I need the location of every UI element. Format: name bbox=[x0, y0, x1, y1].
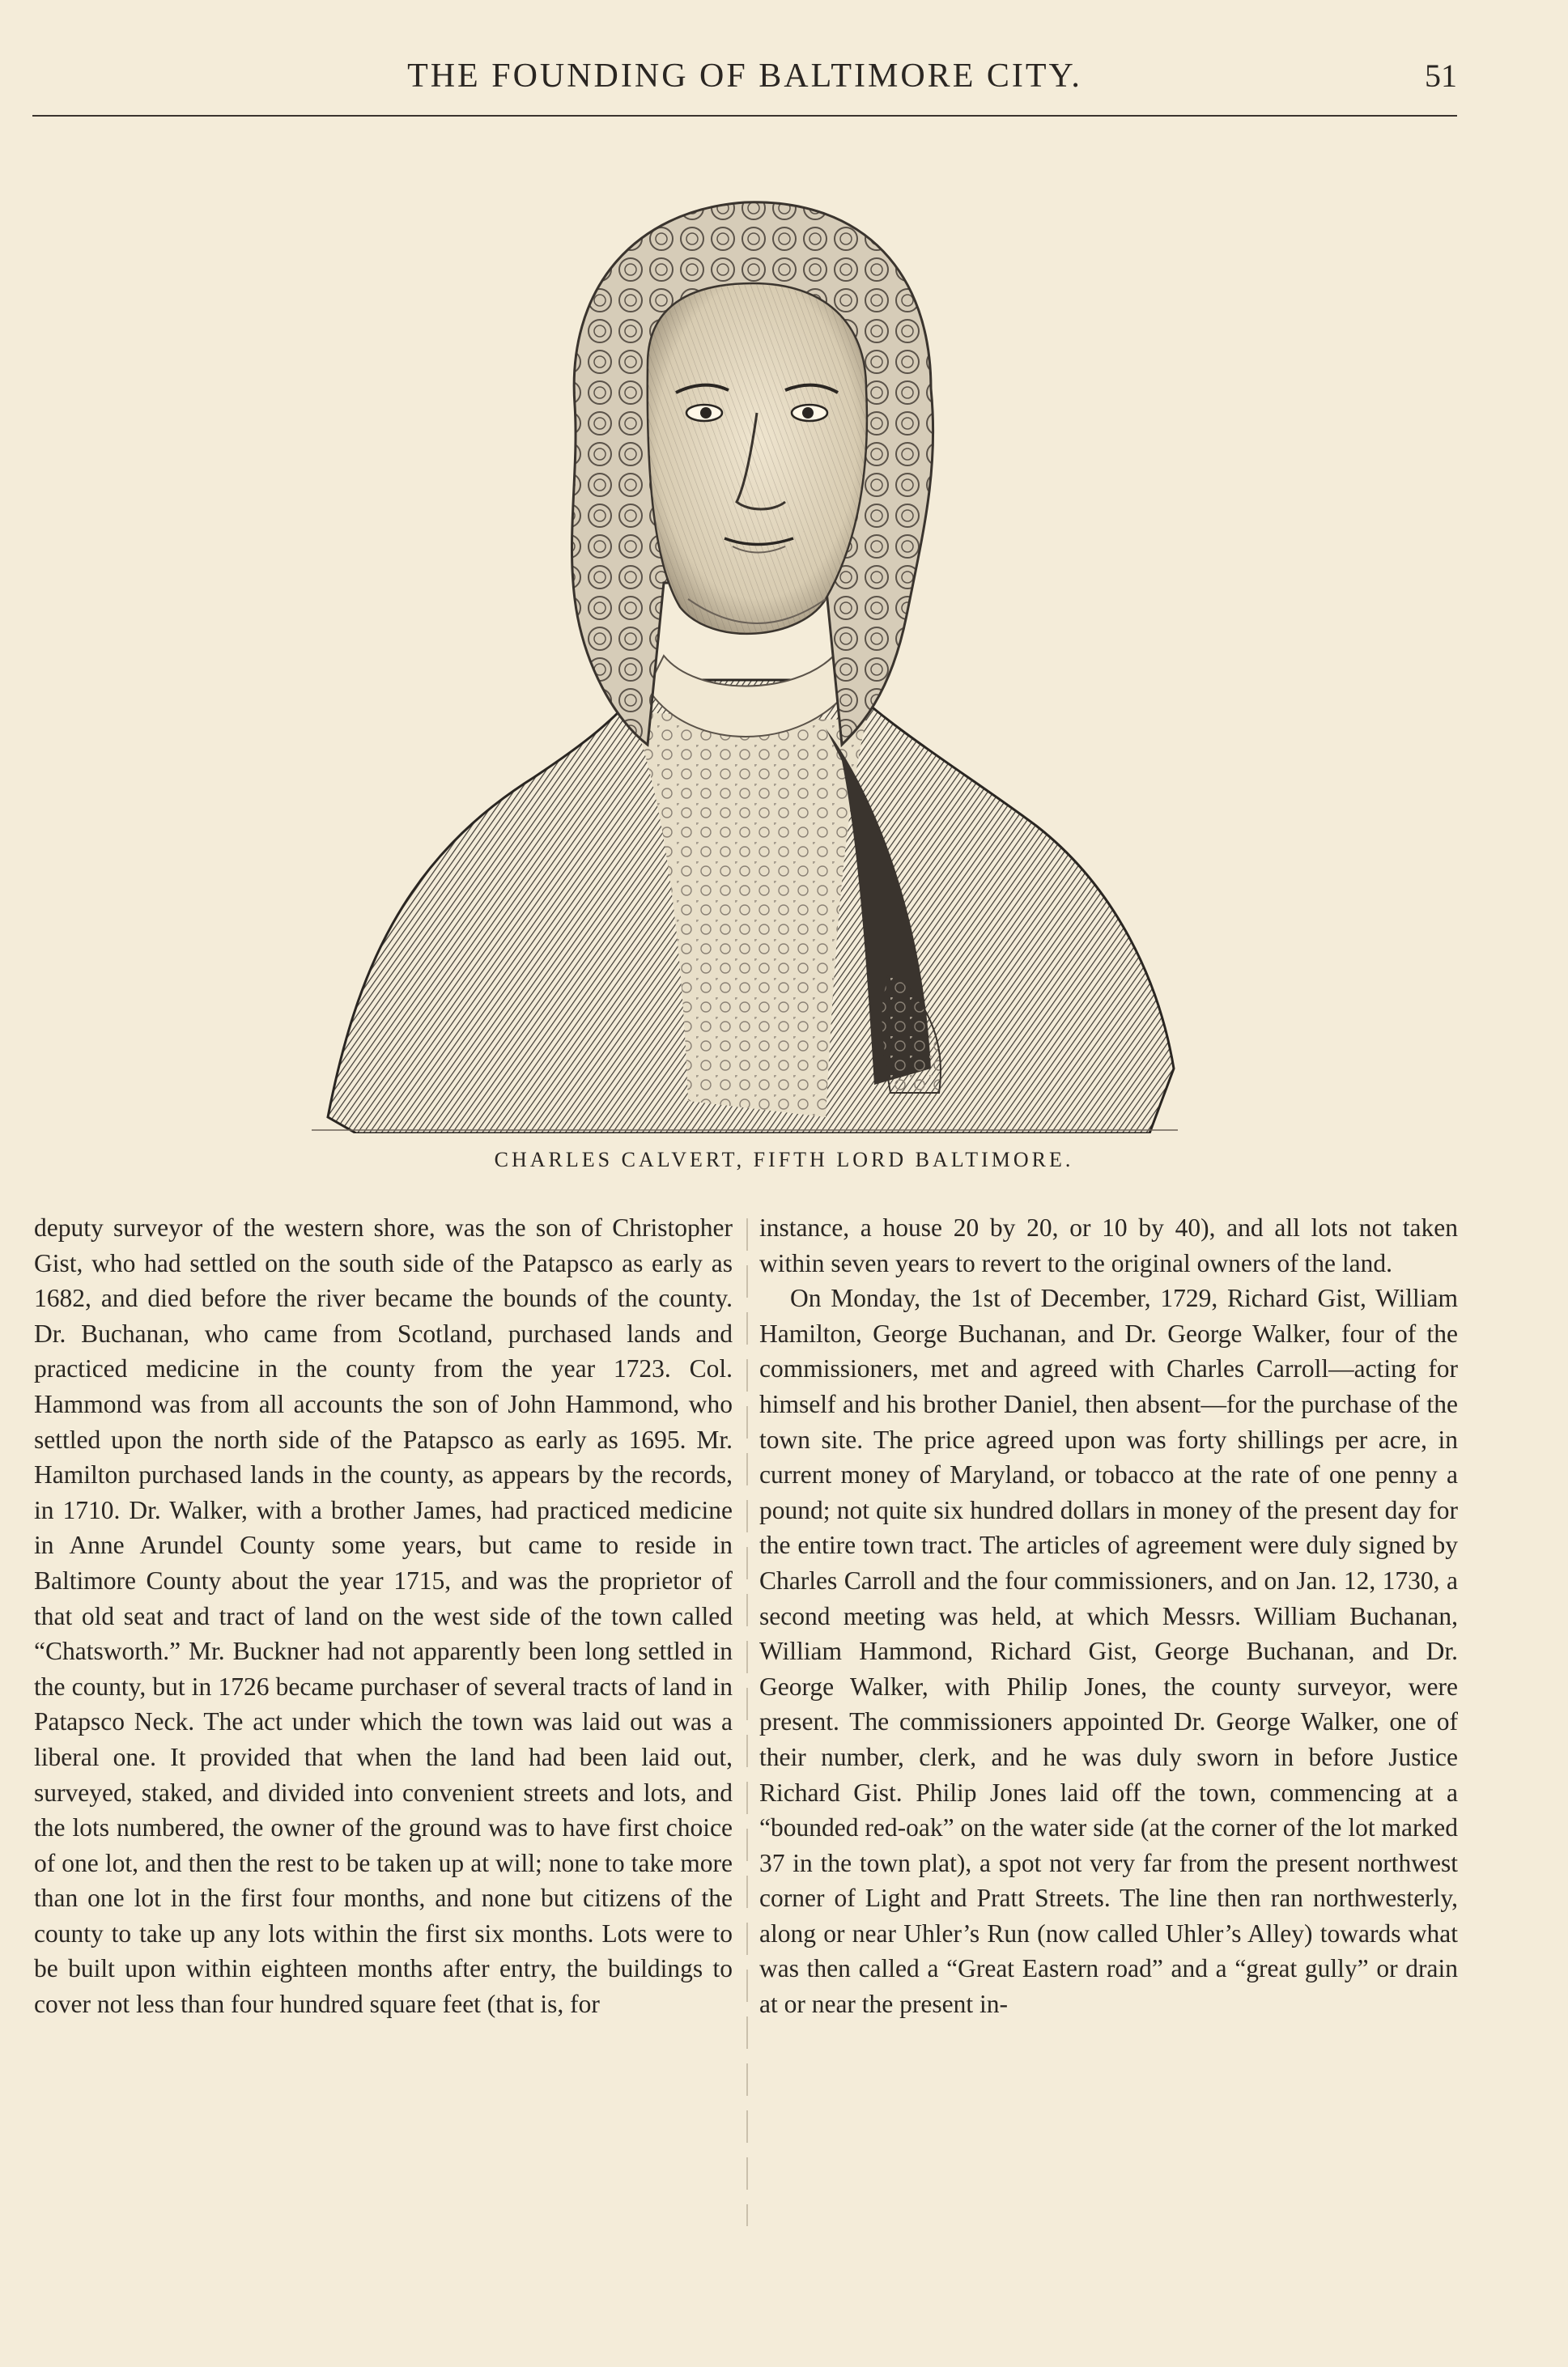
right-paragraph-2: On Monday, the 1st of December, 1729, Richard Gist, William Hamilton, George Buchanan, and Dr. George Walker, four of the commissioners, met and agreed with Charles Carroll—acting for himself and his brother Daniel, then absent—for the purchase of the town site. The price agreed upon was forty shillings per acre, in current money of Maryland, or tobacco at the rate of one penny a pound; not quite six hundred dollars in money of the present day for the entire town tract. The articles of agreement were duly signed by Charles Carroll and the four commissioners, and on Jan. 12, 1730, a second meeting was held, at which Messrs. William Buchanan, William Hammond, Richard Gist, George Buchanan, and Dr. George Walker, with Philip Jones, the county surveyor, were present. The commissioners appointed Dr. George Walker, one of their number, clerk, and he was duly sworn in before Justice Richard Gist. Philip Jones laid off the town, commencing at a “bounded red-oak” on the water side (at the corner of the lot marked 37 in the town plat), a spot not very far from the present northwest corner of Light and Pratt Streets. The line then ran northwesterly, along or near Uhler’s Run (now called Uhler’s Alley) towards what was then called a “Great Eastern road” and a “great gully” or drain at or near the present in- bbox=[759, 1284, 1458, 2019]
page-number: 51 bbox=[1425, 57, 1457, 94]
running-title: THE FOUNDING OF BALTIMORE CITY. bbox=[407, 57, 1082, 95]
right-paragraph-1: instance, a house 20 by 20, or 10 by 40), and all lots not taken within seven years to revert to the original owners of the land. bbox=[759, 1213, 1458, 1277]
left-paragraph-1: deputy surveyor of the western shore, was the son of Christopher Gist, who had settled on the south side of the Patapsco as early as 1682, and died before the river became the bounds of the county. Dr. Buchanan, who came from Scotland, purchased lands and practiced medicine in the county from the year 1723. Col. Hammond was from all accounts the son of John Hammond, who settled upon the north side of the Patapsco as early as 1695. Mr. Hamilton purchased lands in the county, as appears by the records, in 1710. Dr. Walker, with a brother James, had practiced medicine in Anne Arundel County some years, but came to reside in Baltimore County about the year 1715, and was the proprietor of that old seat and tract of land on the west side of the town called “Chatsworth.” Mr. Buckner had not apparently been long settled in the county, but in 1726 became purchaser of several tracts of land in Patapsco Neck. The act under which the town was laid out was a liberal one. It provided that when the land had been laid out, surveyed, staked, and divided into convenient streets and lots, and the lots numbered, the owner of the ground was to have first choice of one lot, and then the rest to be taken up at will; none to take more than one lot in the first four months, and none but citizens of the county to take up any lots within the first six months. Lots were to be built upon within eighteen months after entry, the buildings to cover not less than four hundred square feet (that is, for bbox=[34, 1213, 733, 2019]
left-column bbox=[34, 1210, 733, 2022]
page-header bbox=[32, 57, 1457, 113]
right-column bbox=[759, 1210, 1458, 2022]
portrait-engraving bbox=[308, 162, 1182, 1133]
header-rule bbox=[32, 115, 1457, 117]
figure-caption: CHARLES CALVERT, FIFTH LORD BALTIMORE. bbox=[494, 1148, 1074, 1171]
column-divider bbox=[746, 1218, 748, 2226]
